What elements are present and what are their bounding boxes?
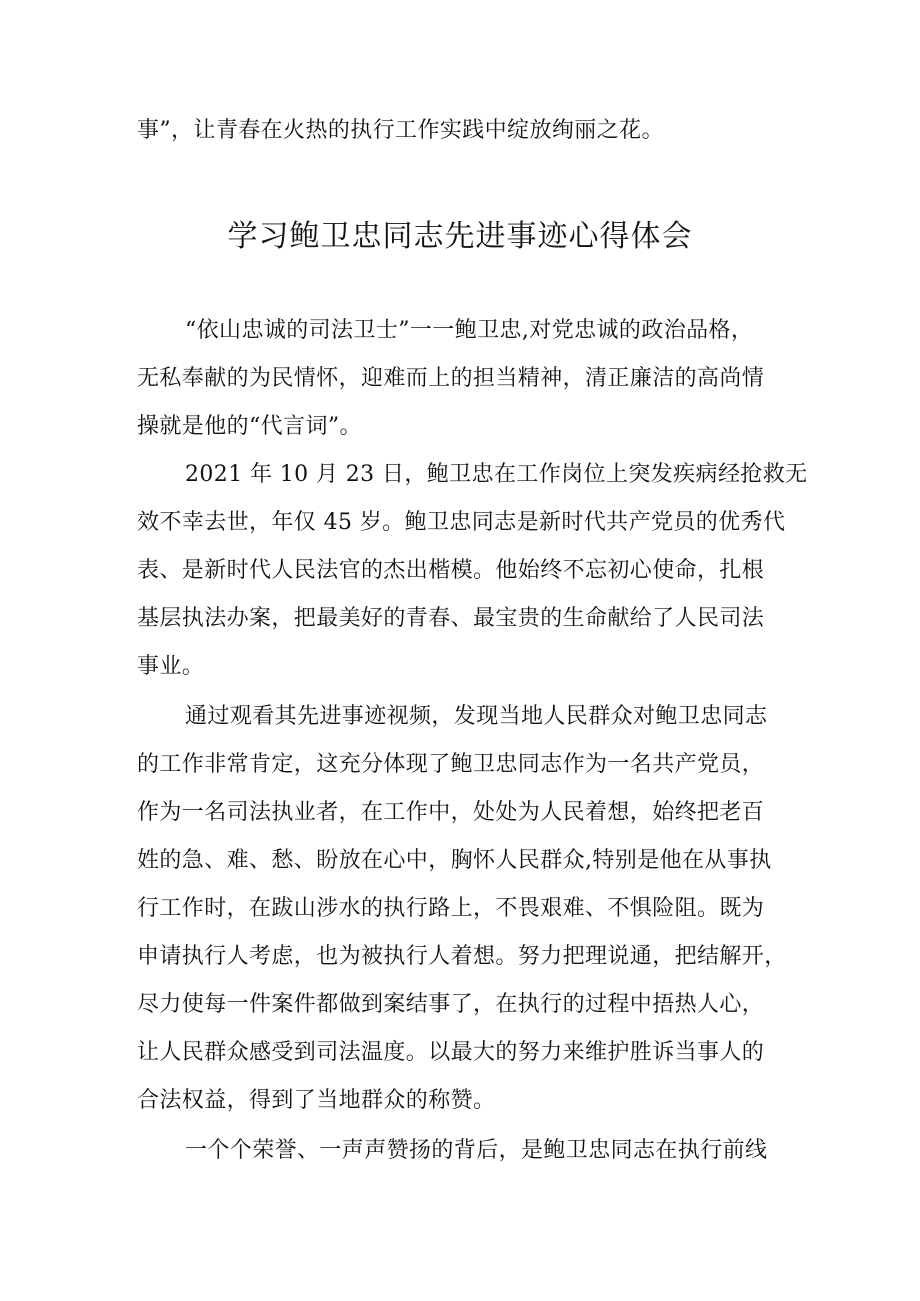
paragraph-line: 行工作时，在跋山涉水的执行路上，不畏艰难、不惧险阻。既为 — [137, 896, 765, 921]
paragraph-line: 事业。 — [137, 654, 205, 679]
paragraph-line: 作为一名司法执业者，在工作中，处处为人民着想，始终把老百 — [137, 800, 765, 825]
paragraph-line: “依山忠诚的司法卫士”一一鲍卫忠,对党忠诚的政治品格， — [185, 318, 754, 343]
paragraph-line: 2021 年 10 月 23 日，鲍卫忠在工作岗位上突发疾病经抢救无 — [185, 462, 808, 487]
paragraph-line: 一个个荣誉、一声声赞扬的背后，是鲍卫忠同志在执行前线 — [185, 1138, 768, 1163]
paragraph-line: 通过观看其先进事迹视频，发现当地人民群众对鲍卫忠同志 — [185, 704, 768, 729]
paragraph-line: 基层执法办案，把最美好的青春、最宝贵的生命献给了人民司法 — [137, 606, 765, 631]
paragraph-line: 申请执行人考虑，也为被执行人着想。努力把理说通，把结解开， — [137, 944, 787, 969]
paragraph-line: 无私奉献的为民情怀，迎难而上的担当精神，清正廉洁的高尚情 — [137, 366, 765, 391]
paragraph-line: 让人民群众感受到司法温度。以最大的努力来维护胜诉当事人的 — [137, 1040, 765, 1065]
paragraph-line: 操就是他的“代言词”。 — [137, 414, 362, 439]
paragraph-line: 的工作非常肯定，这充分体现了鲍卫忠同志作为一名共产党员， — [137, 752, 765, 777]
paragraph-line: 表、是新时代人民法官的杰出楷模。他始终不忘初心使命，扎根 — [137, 558, 765, 583]
document-title: 学习鲍卫忠同志先进事迹心得体会 — [227, 219, 693, 254]
paragraph-line: 合法权益，得到了当地群众的称赞。 — [137, 1088, 496, 1113]
paragraph-line: 效不幸去世，年仅 45 岁。鲍卫忠同志是新时代共产党员的优秀代 — [137, 510, 786, 535]
carryover-line: 事”，让青春在火热的执行工作实践中绽放绚丽之花。 — [137, 118, 664, 143]
paragraph-line: 尽力使每一件案件都做到案结事了，在执行的过程中捂热人心， — [137, 992, 765, 1017]
paragraph-line: 姓的急、难、愁、盼放在心中，胸怀人民群众,特别是他在从事执 — [137, 848, 772, 873]
